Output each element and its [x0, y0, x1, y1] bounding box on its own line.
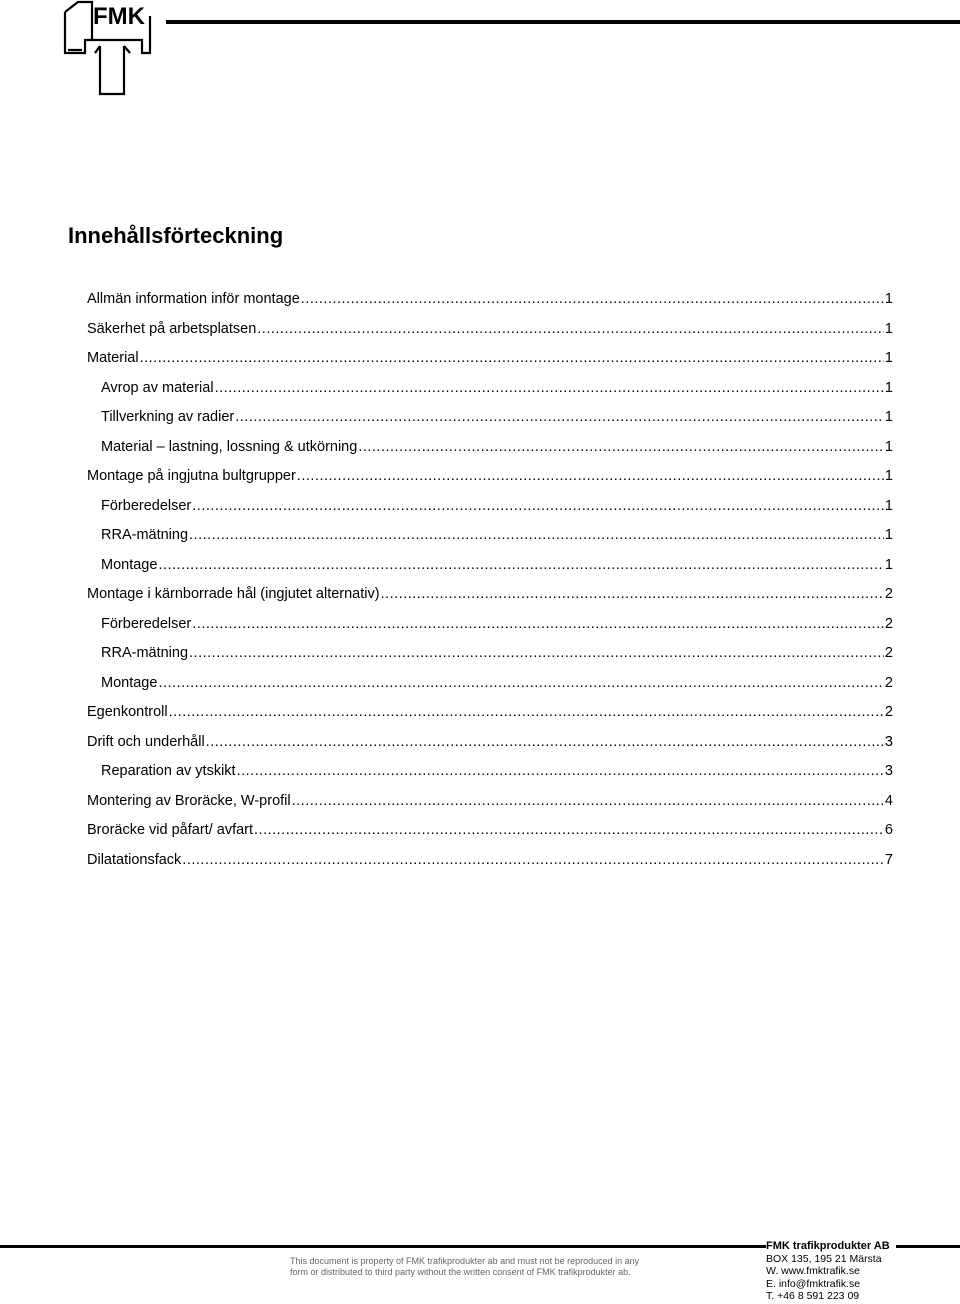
toc-entry[interactable]: [87, 377, 893, 407]
toc-entry-title: Montage i kärnborrade hål (ingjutet alternativ): [87, 586, 380, 602]
toc-entry-title: Drift och underhåll: [87, 733, 205, 750]
footer-phone: T. +46 8 591 223 09: [766, 1290, 860, 1302]
toc-dot-leader: [189, 524, 884, 547]
toc-dot-leader: [206, 731, 884, 754]
toc-entry-page-number: 1: [884, 438, 893, 455]
footer-notice-line-2: form or distributed to third party without the written consent of FMK trafikprodukter ab.: [290, 1267, 631, 1277]
footer-notice: [290, 1256, 639, 1278]
toc-dot-leader: [189, 642, 884, 665]
table-of-contents: [87, 288, 893, 878]
toc-entry-page-number: 1: [884, 527, 893, 543]
toc-dot-leader: [292, 790, 884, 813]
toc-dot-leader: [235, 406, 884, 429]
toc-entry-page-number: 2: [884, 704, 893, 720]
toc-entry-title: Montage på ingjutna bultgrupper: [87, 468, 296, 484]
toc-entry-page-number: 1: [884, 379, 893, 396]
toc-dot-leader: [381, 583, 884, 606]
toc-entry-title: Förberedelser: [101, 497, 192, 514]
toc-entry-title: Material – lastning, lossning & utkörning: [101, 438, 358, 455]
toc-dot-leader: [257, 318, 884, 341]
toc-dot-leader: [192, 495, 884, 518]
toc-dot-leader: [158, 672, 883, 695]
toc-dot-leader: [301, 288, 884, 311]
toc-entry-page-number: 3: [884, 763, 893, 779]
fmk-logo: [60, 0, 164, 100]
toc-entry-title: Förberedelser: [101, 615, 192, 632]
toc-entry[interactable]: [87, 760, 893, 790]
toc-entry[interactable]: [87, 731, 893, 761]
toc-dot-leader: [158, 554, 883, 577]
toc-dot-leader: [297, 465, 884, 488]
toc-entry-page-number: 1: [884, 320, 893, 337]
footer-web[interactable]: W. www.fmktrafik.se: [766, 1265, 860, 1277]
toc-entry-page-number: 2: [884, 615, 893, 632]
toc-entry[interactable]: [87, 701, 893, 731]
toc-entry[interactable]: [87, 406, 893, 436]
toc-dot-leader: [237, 760, 884, 783]
toc-entry-page-number: 1: [884, 409, 893, 425]
toc-entry-page-number: 4: [884, 792, 893, 809]
toc-entry[interactable]: [87, 347, 893, 377]
toc-entry-page-number: 7: [884, 851, 893, 868]
footer-contact: [766, 1240, 950, 1303]
toc-entry-title: RRA-mätning: [101, 527, 189, 543]
header-rule: [166, 20, 960, 24]
toc-entry-page-number: 1: [884, 497, 893, 514]
footer-company-name: FMK trafikprodukter AB: [766, 1240, 896, 1253]
toc-entry-title: Egenkontroll: [87, 704, 168, 720]
toc-entry-page-number: 2: [884, 674, 893, 691]
toc-entry[interactable]: [87, 495, 893, 525]
toc-entry[interactable]: [87, 288, 893, 318]
toc-dot-leader: [182, 849, 884, 872]
toc-entry[interactable]: [87, 436, 893, 466]
toc-entry-page-number: 1: [884, 350, 893, 366]
toc-dot-leader: [169, 701, 884, 724]
toc-dot-leader: [215, 377, 884, 400]
toc-entry-page-number: 2: [884, 645, 893, 661]
toc-entry-page-number: 3: [884, 733, 893, 750]
toc-dot-leader: [140, 347, 884, 370]
toc-entry-page-number: 1: [884, 291, 893, 307]
toc-entry[interactable]: [87, 613, 893, 643]
toc-dot-leader: [192, 613, 884, 636]
toc-dot-leader: [254, 819, 884, 842]
toc-entry[interactable]: [87, 524, 893, 554]
toc-entry-page-number: 6: [884, 822, 893, 838]
toc-entry[interactable]: [87, 583, 893, 613]
toc-entry[interactable]: [87, 642, 893, 672]
toc-entry[interactable]: [87, 554, 893, 584]
toc-entry-title: Säkerhet på arbetsplatsen: [87, 320, 257, 337]
toc-entry-page-number: 2: [884, 586, 893, 602]
toc-entry-title: Allmän information inför montage: [87, 291, 300, 307]
toc-entry[interactable]: [87, 318, 893, 348]
toc-dot-leader: [358, 436, 884, 459]
toc-entry[interactable]: [87, 465, 893, 495]
footer-email[interactable]: E. info@fmktrafik.se: [766, 1277, 861, 1290]
toc-entry-title: Material: [87, 350, 139, 366]
toc-entry-page-number: 1: [884, 556, 893, 573]
footer-notice-line-1: This document is property of FMK trafikprodukter ab and must not be reproduced in any: [290, 1256, 640, 1266]
footer-address: BOX 135, 195 21 Märsta: [766, 1252, 882, 1265]
toc-entry-title: Dilatationsfack: [87, 851, 182, 868]
toc-entry[interactable]: [87, 819, 893, 849]
toc-entry-title: Avrop av material: [101, 379, 214, 396]
toc-entry-title: Reparation av ytskikt: [101, 763, 236, 779]
toc-entry-page-number: 1: [884, 468, 893, 484]
toc-entry-title: Montage: [101, 556, 158, 573]
toc-entry-title: RRA-mätning: [101, 645, 189, 661]
toc-entry[interactable]: [87, 849, 893, 879]
toc-entry[interactable]: [87, 672, 893, 702]
toc-entry-title: Montage: [101, 674, 158, 691]
toc-entry[interactable]: [87, 790, 893, 820]
toc-entry-title: Tillverkning av radier: [101, 409, 235, 425]
toc-entry-title: Montering av Broräcke, W-profil: [87, 792, 291, 809]
logo-text: FMK: [93, 3, 145, 30]
toc-entry-title: Broräcke vid påfart/ avfart: [87, 822, 254, 838]
toc-heading: Innehållsförteckning: [68, 223, 284, 248]
